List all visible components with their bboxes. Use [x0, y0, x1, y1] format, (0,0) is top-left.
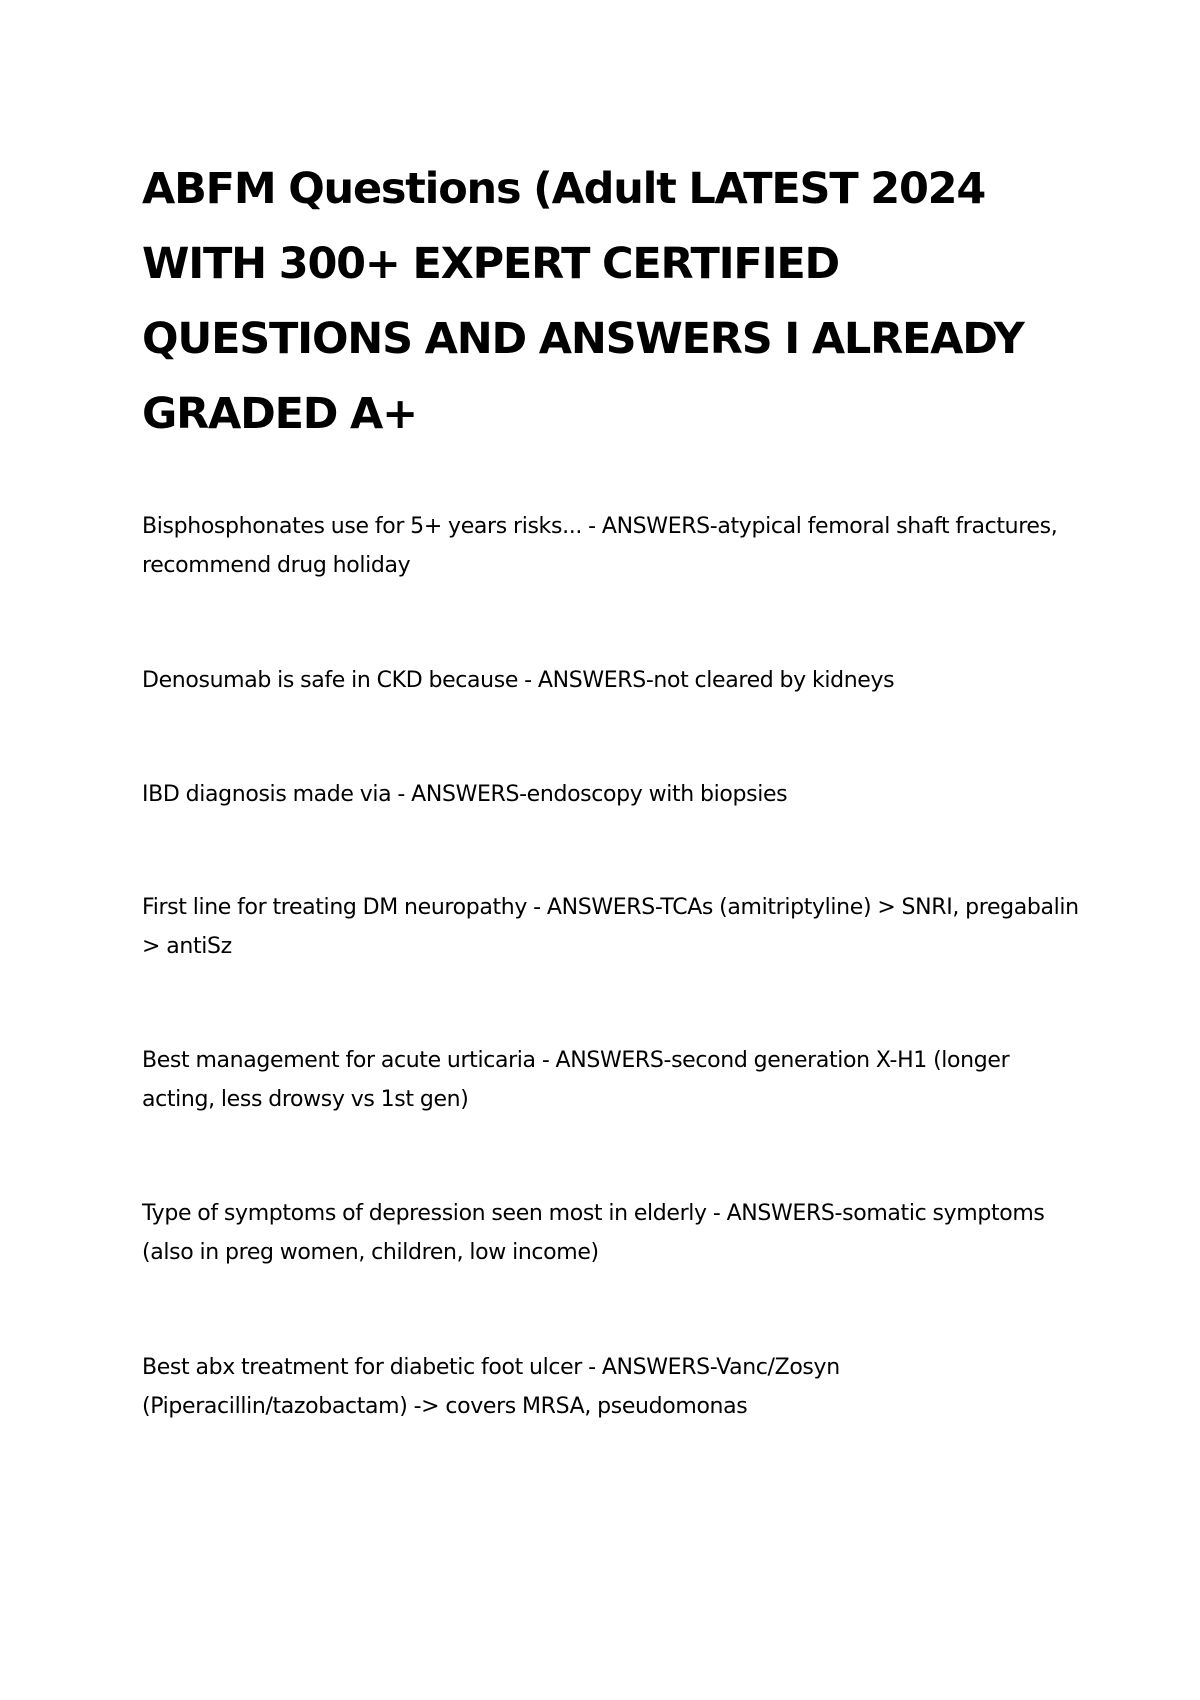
- qa-item: First line for treating DM neuropathy - ANSWERS-TCAs (amitriptyline) > SNRI, pregabalin > antiSz: [142, 895, 1079, 959]
- document-title: ABFM Questions (Adult LATEST 2024 WITH 300+ EXPERT CERTIFIED QUESTIONS AND ANSWERS I ALREADY GRADED A+: [142, 164, 1024, 439]
- qa-item: Type of symptoms of depression seen most in elderly - ANSWERS-somatic symptoms (also in preg women, children, low income): [142, 1201, 1045, 1265]
- qa-item: Denosumab is safe in CKD because - ANSWERS-not cleared by kidneys: [142, 668, 895, 693]
- qa-item: Bisphosphonates use for 5+ years risks... - ANSWERS-atypical femoral shaft fractures, recommend drug holiday: [142, 514, 1058, 578]
- qa-item: Best abx treatment for diabetic foot ulcer - ANSWERS-Vanc/Zosyn (Piperacillin/tazobactam) -> covers MRSA, pseudomonas: [142, 1355, 840, 1419]
- qa-item: Best management for acute urticaria - ANSWERS-second generation X-H1 (longer acting, less drowsy vs 1st gen): [142, 1048, 1010, 1112]
- qa-item: IBD diagnosis made via - ANSWERS-endoscopy with biopsies: [142, 782, 788, 807]
